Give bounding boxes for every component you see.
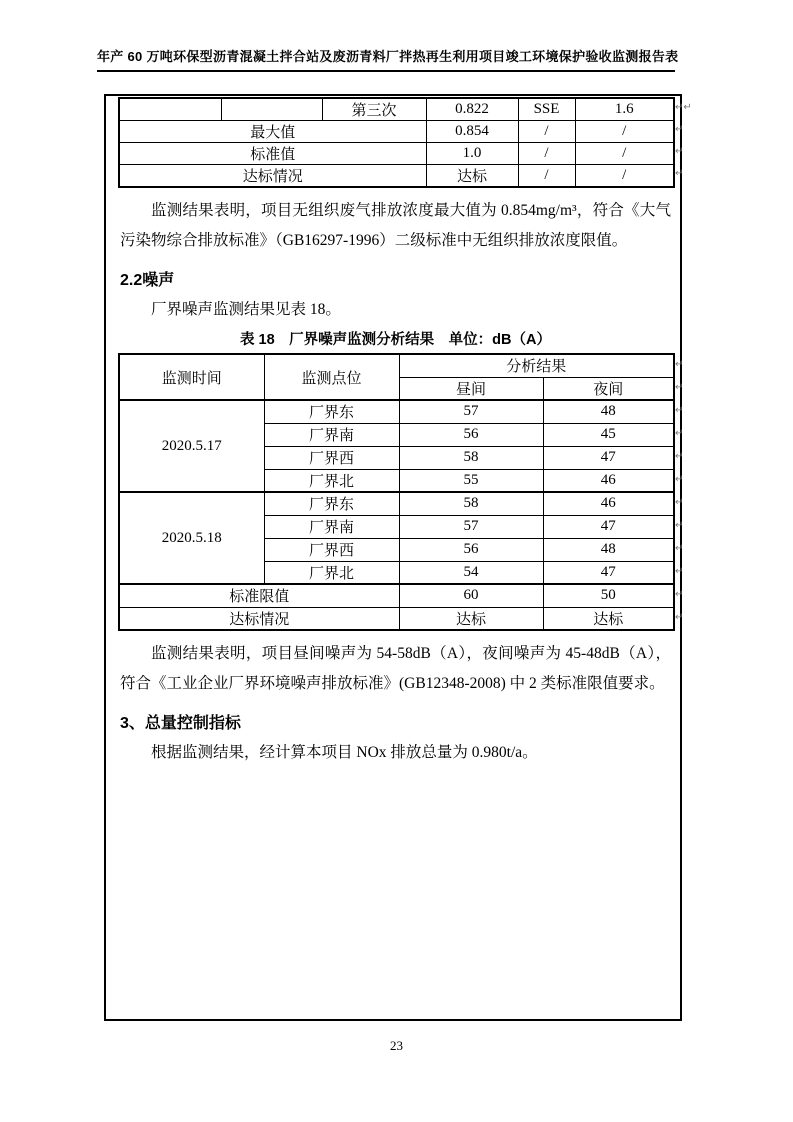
paragraph-mark-icon: ↵ — [675, 565, 684, 577]
noise-day-value: 58 — [399, 446, 543, 469]
gas-run-label: 第三次 — [322, 98, 426, 121]
paragraph-mark-icon: ↵ — [675, 450, 684, 462]
gas-std-label: 标准值 — [119, 143, 426, 165]
table-row — [119, 492, 674, 515]
noise-night-value: 47 — [543, 446, 674, 469]
noise-point: 厂界北 — [264, 561, 399, 584]
gas-status-na: / — [575, 165, 674, 188]
noise-night-value: 48 — [543, 538, 674, 561]
gas-cell-empty — [221, 98, 322, 121]
table-row — [119, 98, 674, 121]
paragraph-mark-icon: ↵ — [683, 102, 692, 113]
total-control-paragraph: 根据监测结果，经计算本项目 NOx 排放总量为 0.980t/a。 — [151, 744, 538, 761]
gas-status-label: 达标情况 — [119, 165, 426, 188]
noise-point: 厂界西 — [264, 446, 399, 469]
noise-date: 2020.5.17 — [119, 400, 264, 492]
noise-night-value: 47 — [543, 515, 674, 538]
gas-std-na: / — [518, 143, 575, 165]
report-content-box — [104, 94, 692, 1021]
section-heading-noise: 2.2噪声 — [120, 272, 175, 289]
paragraph-mark-icon: ↵ — [675, 519, 684, 531]
gas-conclusion-paragraph: 监测结果表明，项目无组织废气排放浓度最大值为 0.854mg/m³，符合《大气污染物综合排放标准》（GB16297-1996）二级标准中无组织排放浓度限值。 — [120, 202, 671, 249]
paragraph-mark-icon: ↵ — [675, 404, 684, 416]
noise-point: 厂界北 — [264, 469, 399, 492]
paragraph-mark-icon: ↵ — [675, 427, 684, 439]
noise-day-value: 57 — [399, 515, 543, 538]
noise-day-value: 57 — [399, 400, 543, 423]
noise-night-value: 46 — [543, 469, 674, 492]
gas-status-value: 达标 — [426, 165, 518, 188]
gas-max-na: / — [518, 121, 575, 143]
noise-day-value: 56 — [399, 423, 543, 446]
paragraph-mark-icon: ↵ — [675, 168, 684, 179]
gas-max-na: / — [575, 121, 674, 143]
paragraph-mark-icon: ↵ — [675, 358, 684, 370]
noise-col-day: 昼间 — [399, 377, 543, 400]
noise-col-time: 监测时间 — [119, 354, 264, 400]
noise-point: 厂界南 — [264, 515, 399, 538]
noise-day-value: 56 — [399, 538, 543, 561]
row-end-marks — [675, 353, 683, 629]
paragraph-mark-icon: ↵ — [675, 102, 684, 113]
noise-date: 2020.5.18 — [119, 492, 264, 584]
noise-col-point: 监测点位 — [264, 354, 399, 400]
gas-std-na: / — [575, 143, 674, 165]
gas-run-value: 0.822 — [426, 98, 518, 121]
paragraph-mark-icon: ↵ — [675, 381, 684, 393]
noise-night-value: 47 — [543, 561, 674, 584]
noise-status-night: 达标 — [543, 607, 674, 630]
gas-monitoring-table — [118, 97, 675, 188]
noise-limit-label: 标准限值 — [119, 584, 399, 607]
paragraph-mark-icon: ↵ — [675, 473, 684, 485]
table-row — [119, 143, 674, 165]
noise-intro-line: 厂界噪声监测结果见表 18。 — [151, 301, 341, 318]
noise-status-label: 达标情况 — [119, 607, 399, 630]
table-row — [119, 354, 674, 377]
noise-col-night: 夜间 — [543, 377, 674, 400]
gas-run-wind-speed: 1.6 — [575, 98, 674, 121]
noise-limit-day: 60 — [399, 584, 543, 607]
noise-table-wrap — [118, 353, 684, 631]
gas-status-na: / — [518, 165, 575, 188]
gas-cell-empty — [119, 98, 221, 121]
page-number: 23 — [390, 1038, 403, 1053]
noise-conclusion-paragraph: 监测结果表明，项目昼间噪声为 54-58dB（A），夜间噪声为 45-48dB（A），符合《工业企业厂界环境噪声排放标准》(GB12348-2008) 中 2 类标准限值要求。 — [120, 645, 671, 692]
noise-status-day: 达标 — [399, 607, 543, 630]
noise-point: 厂界南 — [264, 423, 399, 446]
noise-limit-night: 50 — [543, 584, 674, 607]
noise-day-value: 58 — [399, 492, 543, 515]
table-row — [119, 584, 674, 607]
gas-std-value: 1.0 — [426, 143, 518, 165]
noise-point: 厂界东 — [264, 400, 399, 423]
table-row — [119, 121, 674, 143]
noise-night-value: 48 — [543, 400, 674, 423]
paragraph-mark-icon: ↵ — [675, 124, 684, 135]
section-heading-total-control: 3、总量控制指标 — [120, 715, 241, 732]
noise-table-caption: 表 18 厂界噪声监测分析结果 单位：dB（A） — [240, 332, 551, 348]
noise-point: 厂界西 — [264, 538, 399, 561]
noise-night-value: 45 — [543, 423, 674, 446]
gas-run-wind-dir: SSE — [518, 98, 575, 121]
table-row — [119, 165, 674, 188]
paragraph-mark-icon: ↵ — [675, 588, 684, 600]
table-row — [119, 607, 674, 630]
noise-monitoring-table — [118, 353, 675, 631]
paragraph-mark-icon: ↵ — [675, 146, 684, 157]
paragraph-mark-icon: ↵ — [675, 542, 684, 554]
noise-col-result: 分析结果 — [399, 354, 674, 377]
gas-max-value: 0.854 — [426, 121, 518, 143]
paragraph-mark-icon: ↵ — [675, 496, 684, 508]
noise-day-value: 54 — [399, 561, 543, 584]
gas-table-wrap — [118, 97, 692, 188]
header-divider — [97, 70, 675, 72]
noise-day-value: 55 — [399, 469, 543, 492]
noise-night-value: 46 — [543, 492, 674, 515]
paragraph-mark-icon: ↵ — [675, 611, 684, 623]
noise-point: 厂界东 — [264, 492, 399, 515]
row-end-marks — [675, 97, 692, 185]
document-header-title: 年产 60 万吨环保型沥青混凝土拌合站及废沥青料厂拌热再生利用项目竣工环境保护验收监测报告表 — [97, 49, 679, 64]
table-row — [119, 400, 674, 423]
gas-max-label: 最大值 — [119, 121, 426, 143]
